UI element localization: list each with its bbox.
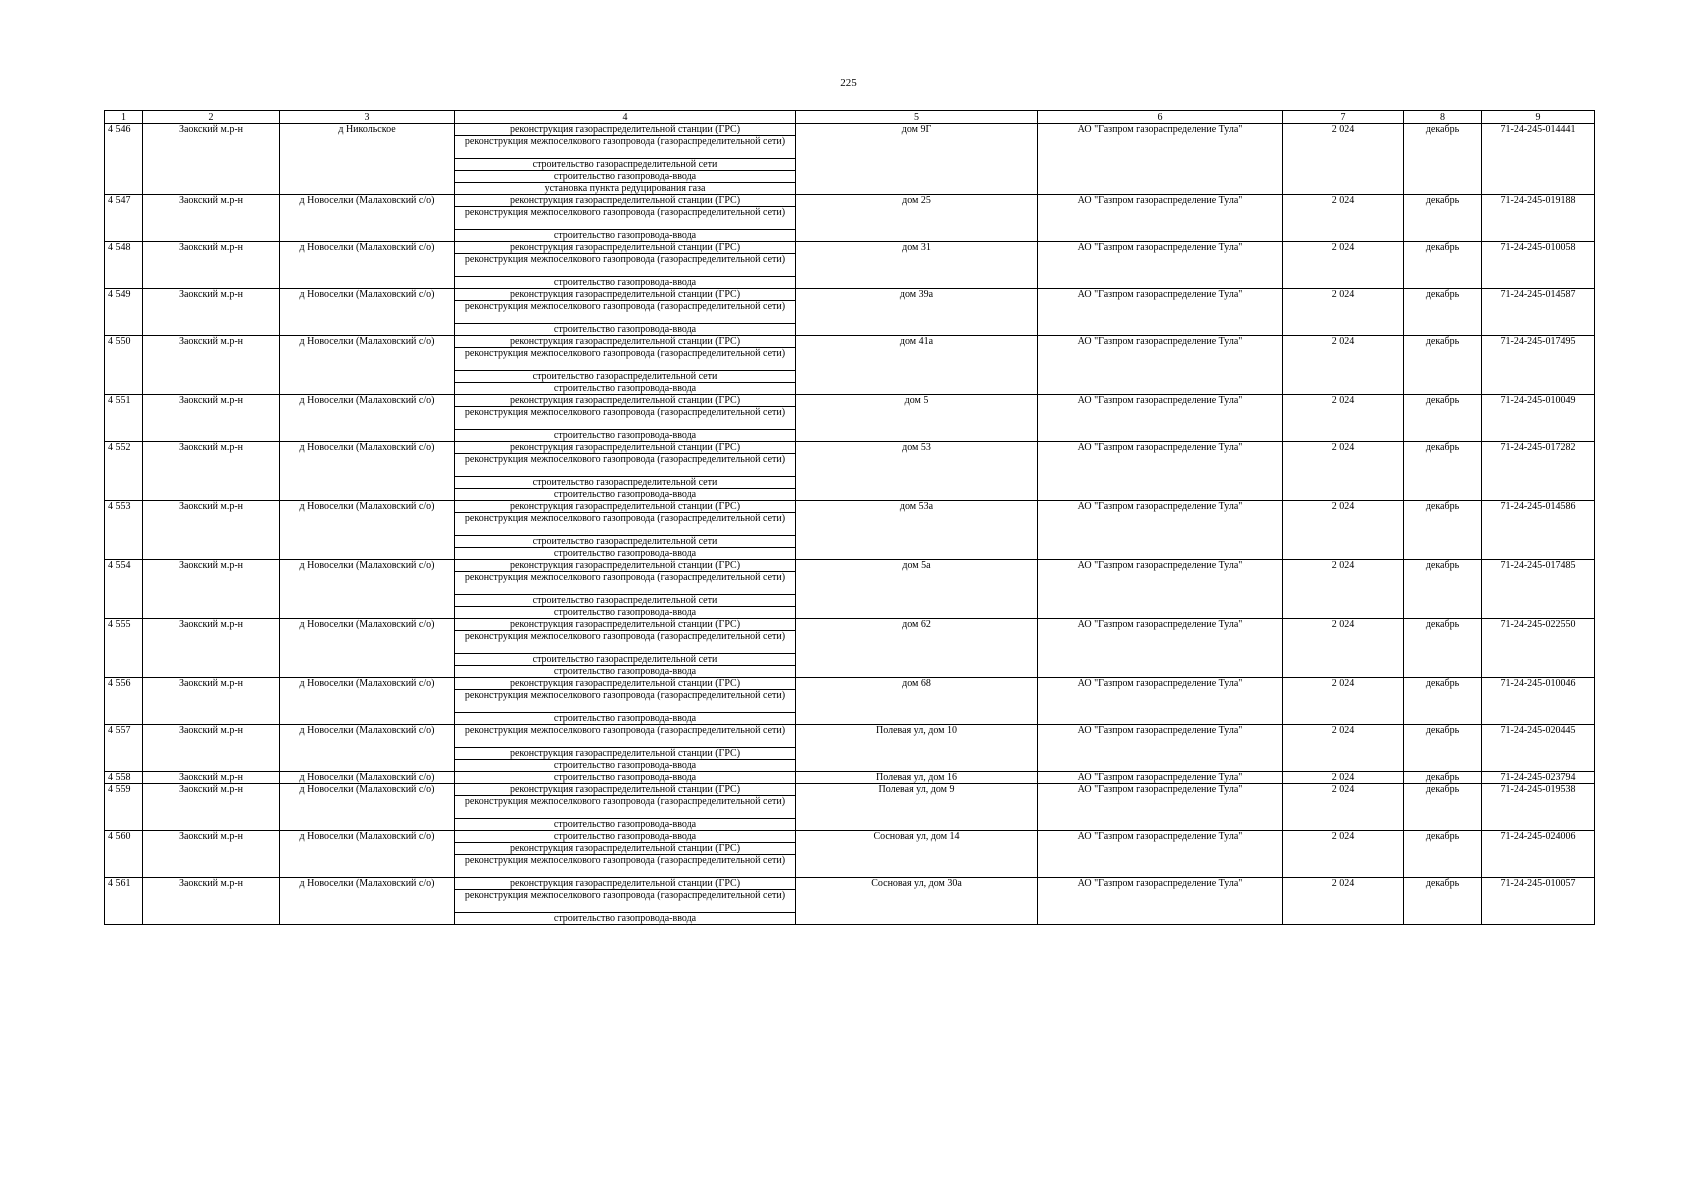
address-cell: дом 5а [796, 560, 1038, 619]
work-type-cell: реконструкция межпоселкового газопровода (газораспределительной сети) [455, 407, 796, 430]
address-cell: дом 9Г [796, 124, 1038, 195]
page-number: 225 [840, 77, 857, 89]
work-type-cell: реконструкция газораспределительной станции (ГРС) [455, 336, 796, 348]
code-cell: 71-24-245-023794 [1482, 772, 1595, 784]
work-type-cell: реконструкция газораспределительной станции (ГРС) [455, 124, 796, 136]
district-cell: Заокский м.р-н [143, 725, 280, 772]
month-cell: декабрь [1404, 678, 1482, 725]
work-type-cell: реконструкция межпоселкового газопровода (газораспределительной сети) [455, 725, 796, 748]
code-cell: 71-24-245-022550 [1482, 619, 1595, 678]
register-table [104, 110, 1595, 925]
locality-cell: д Новоселки (Малаховский с/о) [280, 678, 455, 725]
locality-cell: д Новоселки (Малаховский с/о) [280, 336, 455, 395]
work-type-cell: реконструкция газораспределительной станции (ГРС) [455, 501, 796, 513]
work-type-cell: реконструкция газораспределительной станции (ГРС) [455, 560, 796, 572]
locality-cell: д Новоселки (Малаховский с/о) [280, 501, 455, 560]
district-cell: Заокский м.р-н [143, 619, 280, 678]
row-number: 4 558 [105, 772, 143, 784]
work-type-cell: строительство газораспределительной сети [455, 159, 796, 171]
district-cell: Заокский м.р-н [143, 678, 280, 725]
month-cell: декабрь [1404, 725, 1482, 772]
year-cell: 2 024 [1283, 336, 1404, 395]
work-type-cell: строительство газораспределительной сети [455, 536, 796, 548]
table-row [105, 395, 1595, 407]
work-type-cell: реконструкция межпоселкового газопровода (газораспределительной сети) [455, 454, 796, 477]
locality-cell: д Новоселки (Малаховский с/о) [280, 784, 455, 831]
work-type-cell: реконструкция газораспределительной станции (ГРС) [455, 289, 796, 301]
column-header: 5 [796, 111, 1038, 124]
work-type-cell: реконструкция газораспределительной станции (ГРС) [455, 442, 796, 454]
month-cell: декабрь [1404, 195, 1482, 242]
month-cell: декабрь [1404, 784, 1482, 831]
month-cell: декабрь [1404, 619, 1482, 678]
month-cell: декабрь [1404, 560, 1482, 619]
work-type-cell: реконструкция газораспределительной станции (ГРС) [455, 843, 796, 855]
address-cell: дом 62 [796, 619, 1038, 678]
work-type-cell: реконструкция межпоселкового газопровода (газораспределительной сети) [455, 890, 796, 913]
work-type-cell: строительство газопровода-ввода [455, 760, 796, 772]
month-cell: декабрь [1404, 442, 1482, 501]
year-cell: 2 024 [1283, 395, 1404, 442]
address-cell: дом 31 [796, 242, 1038, 289]
address-cell: дом 41а [796, 336, 1038, 395]
work-type-cell: реконструкция межпоселкового газопровода (газораспределительной сети) [455, 136, 796, 159]
row-number: 4 554 [105, 560, 143, 619]
work-type-cell: реконструкция межпоселкового газопровода (газораспределительной сети) [455, 690, 796, 713]
district-cell: Заокский м.р-н [143, 831, 280, 878]
year-cell: 2 024 [1283, 725, 1404, 772]
district-cell: Заокский м.р-н [143, 878, 280, 925]
column-header: 9 [1482, 111, 1595, 124]
code-cell: 71-24-245-010057 [1482, 878, 1595, 925]
year-cell: 2 024 [1283, 195, 1404, 242]
table-row [105, 878, 1595, 890]
column-header: 2 [143, 111, 280, 124]
row-number: 4 556 [105, 678, 143, 725]
table-row [105, 289, 1595, 301]
locality-cell: д Новоселки (Малаховский с/о) [280, 772, 455, 784]
table-row [105, 336, 1595, 348]
work-type-cell: строительство газопровода-ввода [455, 772, 796, 784]
table-row [105, 784, 1595, 796]
district-cell: Заокский м.р-н [143, 560, 280, 619]
address-cell: Полевая ул, дом 9 [796, 784, 1038, 831]
locality-cell: д Новоселки (Малаховский с/о) [280, 195, 455, 242]
year-cell: 2 024 [1283, 772, 1404, 784]
district-cell: Заокский м.р-н [143, 442, 280, 501]
work-type-cell: строительство газораспределительной сети [455, 654, 796, 666]
year-cell: 2 024 [1283, 878, 1404, 925]
row-number: 4 559 [105, 784, 143, 831]
district-cell: Заокский м.р-н [143, 124, 280, 195]
table-row [105, 678, 1595, 690]
address-cell: дом 53 [796, 442, 1038, 501]
work-type-cell: реконструкция межпоселкового газопровода (газораспределительной сети) [455, 254, 796, 277]
work-type-cell: реконструкция межпоселкового газопровода (газораспределительной сети) [455, 301, 796, 324]
month-cell: декабрь [1404, 242, 1482, 289]
work-type-cell: строительство газопровода-ввода [455, 171, 796, 183]
work-type-cell: реконструкция межпоселкового газопровода (газораспределительной сети) [455, 572, 796, 595]
district-cell: Заокский м.р-н [143, 501, 280, 560]
table-row [105, 619, 1595, 631]
month-cell: декабрь [1404, 395, 1482, 442]
locality-cell: д Новоселки (Малаховский с/о) [280, 442, 455, 501]
organization-cell: АО "Газпром газораспределение Тула" [1038, 442, 1283, 501]
code-cell: 71-24-245-014587 [1482, 289, 1595, 336]
organization-cell: АО "Газпром газораспределение Тула" [1038, 831, 1283, 878]
organization-cell: АО "Газпром газораспределение Тула" [1038, 678, 1283, 725]
work-type-cell: строительство газопровода-ввода [455, 713, 796, 725]
month-cell: декабрь [1404, 336, 1482, 395]
work-type-cell: реконструкция межпоселкового газопровода (газораспределительной сети) [455, 348, 796, 371]
month-cell: декабрь [1404, 772, 1482, 784]
work-type-cell: строительство газораспределительной сети [455, 477, 796, 489]
organization-cell: АО "Газпром газораспределение Тула" [1038, 878, 1283, 925]
work-type-cell: строительство газопровода-ввода [455, 277, 796, 289]
column-header: 1 [105, 111, 143, 124]
column-header: 3 [280, 111, 455, 124]
code-cell: 71-24-245-010058 [1482, 242, 1595, 289]
year-cell: 2 024 [1283, 289, 1404, 336]
year-cell: 2 024 [1283, 831, 1404, 878]
work-type-cell: строительство газопровода-ввода [455, 324, 796, 336]
row-number: 4 549 [105, 289, 143, 336]
organization-cell: АО "Газпром газораспределение Тула" [1038, 336, 1283, 395]
column-header: 8 [1404, 111, 1482, 124]
code-cell: 71-24-245-019188 [1482, 195, 1595, 242]
row-number: 4 553 [105, 501, 143, 560]
year-cell: 2 024 [1283, 784, 1404, 831]
address-cell: Сосновая ул, дом 14 [796, 831, 1038, 878]
work-type-cell: реконструкция газораспределительной станции (ГРС) [455, 395, 796, 407]
organization-cell: АО "Газпром газораспределение Тула" [1038, 195, 1283, 242]
address-cell: дом 25 [796, 195, 1038, 242]
row-number: 4 561 [105, 878, 143, 925]
organization-cell: АО "Газпром газораспределение Тула" [1038, 242, 1283, 289]
header-row [105, 111, 1595, 124]
locality-cell: д Новоселки (Малаховский с/о) [280, 289, 455, 336]
address-cell: дом 68 [796, 678, 1038, 725]
table-row [105, 501, 1595, 513]
table-row [105, 242, 1595, 254]
work-type-cell: строительство газопровода-ввода [455, 607, 796, 619]
table-row [105, 560, 1595, 572]
organization-cell: АО "Газпром газораспределение Тула" [1038, 772, 1283, 784]
code-cell: 71-24-245-019538 [1482, 784, 1595, 831]
organization-cell: АО "Газпром газораспределение Тула" [1038, 124, 1283, 195]
work-type-cell: установка пункта редуцирования газа [455, 183, 796, 195]
code-cell: 71-24-245-017282 [1482, 442, 1595, 501]
table-row [105, 831, 1595, 843]
column-header: 7 [1283, 111, 1404, 124]
column-header: 6 [1038, 111, 1283, 124]
organization-cell: АО "Газпром газораспределение Тула" [1038, 560, 1283, 619]
year-cell: 2 024 [1283, 619, 1404, 678]
work-type-cell: строительство газопровода-ввода [455, 913, 796, 925]
year-cell: 2 024 [1283, 678, 1404, 725]
row-number: 4 550 [105, 336, 143, 395]
year-cell: 2 024 [1283, 124, 1404, 195]
locality-cell: д Новоселки (Малаховский с/о) [280, 878, 455, 925]
work-type-cell: строительство газопровода-ввода [455, 430, 796, 442]
work-type-cell: реконструкция межпоселкового газопровода (газораспределительной сети) [455, 513, 796, 536]
month-cell: декабрь [1404, 501, 1482, 560]
work-type-cell: строительство газопровода-ввода [455, 383, 796, 395]
table-row [105, 442, 1595, 454]
code-cell: 71-24-245-010049 [1482, 395, 1595, 442]
address-cell: Полевая ул, дом 10 [796, 725, 1038, 772]
address-cell: дом 5 [796, 395, 1038, 442]
work-type-cell: реконструкция газораспределительной станции (ГРС) [455, 242, 796, 254]
row-number: 4 552 [105, 442, 143, 501]
locality-cell: д Новоселки (Малаховский с/о) [280, 619, 455, 678]
organization-cell: АО "Газпром газораспределение Тула" [1038, 395, 1283, 442]
address-cell: дом 39а [796, 289, 1038, 336]
month-cell: декабрь [1404, 124, 1482, 195]
month-cell: декабрь [1404, 289, 1482, 336]
locality-cell: д Новоселки (Малаховский с/о) [280, 242, 455, 289]
code-cell: 71-24-245-024006 [1482, 831, 1595, 878]
locality-cell: д Новоселки (Малаховский с/о) [280, 560, 455, 619]
code-cell: 71-24-245-017485 [1482, 560, 1595, 619]
year-cell: 2 024 [1283, 242, 1404, 289]
district-cell: Заокский м.р-н [143, 242, 280, 289]
work-type-cell: строительство газопровода-ввода [455, 831, 796, 843]
code-cell: 71-24-245-010046 [1482, 678, 1595, 725]
district-cell: Заокский м.р-н [143, 395, 280, 442]
table-row [105, 195, 1595, 207]
work-type-cell: строительство газопровода-ввода [455, 666, 796, 678]
table-body [105, 111, 1595, 925]
column-header: 4 [455, 111, 796, 124]
work-type-cell: реконструкция газораспределительной станции (ГРС) [455, 784, 796, 796]
work-type-cell: реконструкция газораспределительной станции (ГРС) [455, 748, 796, 760]
row-number: 4 546 [105, 124, 143, 195]
month-cell: декабрь [1404, 831, 1482, 878]
row-number: 4 547 [105, 195, 143, 242]
row-number: 4 551 [105, 395, 143, 442]
district-cell: Заокский м.р-н [143, 195, 280, 242]
row-number: 4 555 [105, 619, 143, 678]
organization-cell: АО "Газпром газораспределение Тула" [1038, 501, 1283, 560]
work-type-cell: реконструкция газораспределительной станции (ГРС) [455, 878, 796, 890]
organization-cell: АО "Газпром газораспределение Тула" [1038, 784, 1283, 831]
district-cell: Заокский м.р-н [143, 336, 280, 395]
locality-cell: д Никольское [280, 124, 455, 195]
row-number: 4 557 [105, 725, 143, 772]
work-type-cell: реконструкция межпоселкового газопровода (газораспределительной сети) [455, 855, 796, 878]
work-type-cell: строительство газопровода-ввода [455, 819, 796, 831]
work-type-cell: строительство газораспределительной сети [455, 371, 796, 383]
work-type-cell: строительство газораспределительной сети [455, 595, 796, 607]
organization-cell: АО "Газпром газораспределение Тула" [1038, 289, 1283, 336]
district-cell: Заокский м.р-н [143, 289, 280, 336]
row-number: 4 560 [105, 831, 143, 878]
work-type-cell: реконструкция газораспределительной станции (ГРС) [455, 678, 796, 690]
row-number: 4 548 [105, 242, 143, 289]
work-type-cell: реконструкция межпоселкового газопровода (газораспределительной сети) [455, 796, 796, 819]
table-row [105, 725, 1595, 748]
year-cell: 2 024 [1283, 560, 1404, 619]
code-cell: 71-24-245-017495 [1482, 336, 1595, 395]
work-type-cell: строительство газопровода-ввода [455, 489, 796, 501]
organization-cell: АО "Газпром газораспределение Тула" [1038, 619, 1283, 678]
table-row [105, 124, 1595, 136]
address-cell: Полевая ул, дом 16 [796, 772, 1038, 784]
district-cell: Заокский м.р-н [143, 784, 280, 831]
work-type-cell: строительство газопровода-ввода [455, 548, 796, 560]
work-type-cell: реконструкция газораспределительной станции (ГРС) [455, 195, 796, 207]
address-cell: дом 53а [796, 501, 1038, 560]
code-cell: 71-24-245-020445 [1482, 725, 1595, 772]
locality-cell: д Новоселки (Малаховский с/о) [280, 395, 455, 442]
work-type-cell: реконструкция межпоселкового газопровода (газораспределительной сети) [455, 207, 796, 230]
month-cell: декабрь [1404, 878, 1482, 925]
district-cell: Заокский м.р-н [143, 772, 280, 784]
work-type-cell: строительство газопровода-ввода [455, 230, 796, 242]
work-type-cell: реконструкция межпоселкового газопровода (газораспределительной сети) [455, 631, 796, 654]
address-cell: Сосновая ул, дом 30а [796, 878, 1038, 925]
organization-cell: АО "Газпром газораспределение Тула" [1038, 725, 1283, 772]
table-row [105, 772, 1595, 784]
year-cell: 2 024 [1283, 501, 1404, 560]
year-cell: 2 024 [1283, 442, 1404, 501]
code-cell: 71-24-245-014586 [1482, 501, 1595, 560]
locality-cell: д Новоселки (Малаховский с/о) [280, 725, 455, 772]
work-type-cell: реконструкция газораспределительной станции (ГРС) [455, 619, 796, 631]
locality-cell: д Новоселки (Малаховский с/о) [280, 831, 455, 878]
code-cell: 71-24-245-014441 [1482, 124, 1595, 195]
